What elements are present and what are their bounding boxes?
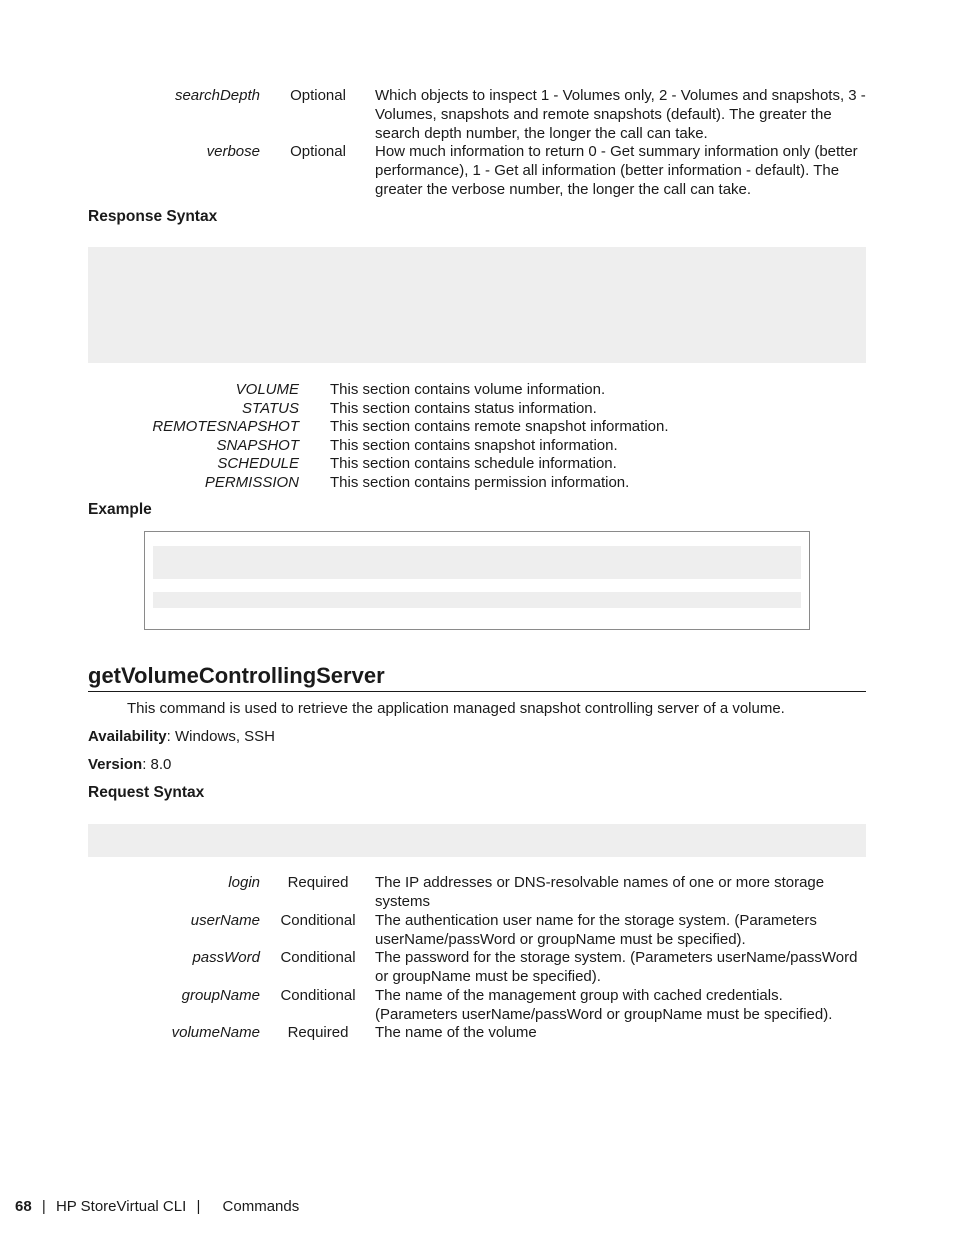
param-name: searchDepth: [174, 87, 260, 104]
param-requirement: Optional: [290, 87, 346, 104]
example-box: [144, 531, 810, 630]
footer-chapter: Commands: [222, 1198, 300, 1215]
request-syntax-code-block: [88, 824, 866, 857]
param-description: The name of the management group with cached credentials. (Parameters userName/passWord or groupName must be specified).: [375, 987, 833, 1023]
command-description: This command is used to retrieve the application managed snapshot controlling server of a volume.: [127, 700, 785, 717]
section-description: This section contains volume information.: [330, 381, 606, 398]
footer-separator: |: [196, 1198, 201, 1215]
param-requirement: Required: [287, 874, 349, 891]
param-requirement: Conditional: [280, 912, 356, 929]
param-name: volumeName: [171, 1024, 260, 1041]
version-label: Version: [88, 756, 143, 773]
request-syntax-heading: Request Syntax: [88, 784, 205, 801]
footer-product: HP StoreVirtual CLI: [55, 1198, 187, 1215]
param-name: verbose: [206, 143, 260, 160]
availability-line: [88, 728, 275, 745]
section-name: SCHEDULE: [217, 455, 299, 472]
section-description: This section contains status information.: [330, 400, 597, 417]
section-description: This section contains schedule information.: [330, 455, 617, 472]
param-requirement: Conditional: [280, 987, 356, 1004]
param-requirement: Optional: [290, 143, 346, 160]
response-syntax-heading: Response Syntax: [88, 208, 218, 225]
param-name: groupName: [181, 987, 260, 1004]
version-value: : 8.0: [142, 756, 172, 773]
page-number: 68: [15, 1198, 32, 1215]
section-description: This section contains snapshot information.: [330, 437, 618, 454]
param-description: The name of the volume: [375, 1024, 537, 1041]
response-syntax-code-block: [88, 247, 866, 363]
page-footer: [15, 1198, 299, 1215]
section-description: This section contains remote snapshot information.: [330, 418, 669, 435]
example-heading: Example: [88, 501, 152, 518]
section-name: VOLUME: [235, 381, 299, 398]
example-code-line: [153, 546, 801, 579]
param-description: Which objects to inspect 1 - Volumes only, 2 - Volumes and snapshots, 3 - Volumes, snapshots and remote snapshots (default). The greater the search depth number, the longer the call can take.: [375, 87, 866, 142]
param-requirement: Required: [287, 1024, 349, 1041]
section-name: SNAPSHOT: [216, 437, 299, 454]
section-name: STATUS: [242, 400, 299, 417]
param-name: passWord: [192, 949, 260, 966]
param-description: The authentication user name for the storage system. (Parameters userName/passWord or groupName must be specified).: [375, 912, 817, 948]
availability-value: : Windows, SSH: [166, 728, 276, 745]
version-line: [88, 756, 171, 773]
param-description: The password for the storage system. (Parameters userName/passWord or groupName must be specified).: [375, 949, 858, 985]
param-description: How much information to return 0 - Get summary information only (better performance), 1 - Get all information (better information - default). The greater the verbose number, the longer the call can take.: [375, 143, 858, 198]
footer-separator: |: [41, 1198, 46, 1215]
example-code-line: [153, 592, 801, 608]
section-name: REMOTESNAPSHOT: [152, 418, 299, 435]
param-description: The IP addresses or DNS-resolvable names of one or more storage systems: [375, 874, 825, 910]
availability-label: Availability: [88, 728, 167, 745]
command-title: getVolumeControllingServer: [88, 663, 866, 692]
section-description: This section contains permission information.: [330, 474, 630, 491]
param-name: userName: [190, 912, 260, 929]
section-name: PERMISSION: [204, 474, 299, 491]
param-name: login: [228, 874, 260, 891]
param-requirement: Conditional: [280, 949, 356, 966]
